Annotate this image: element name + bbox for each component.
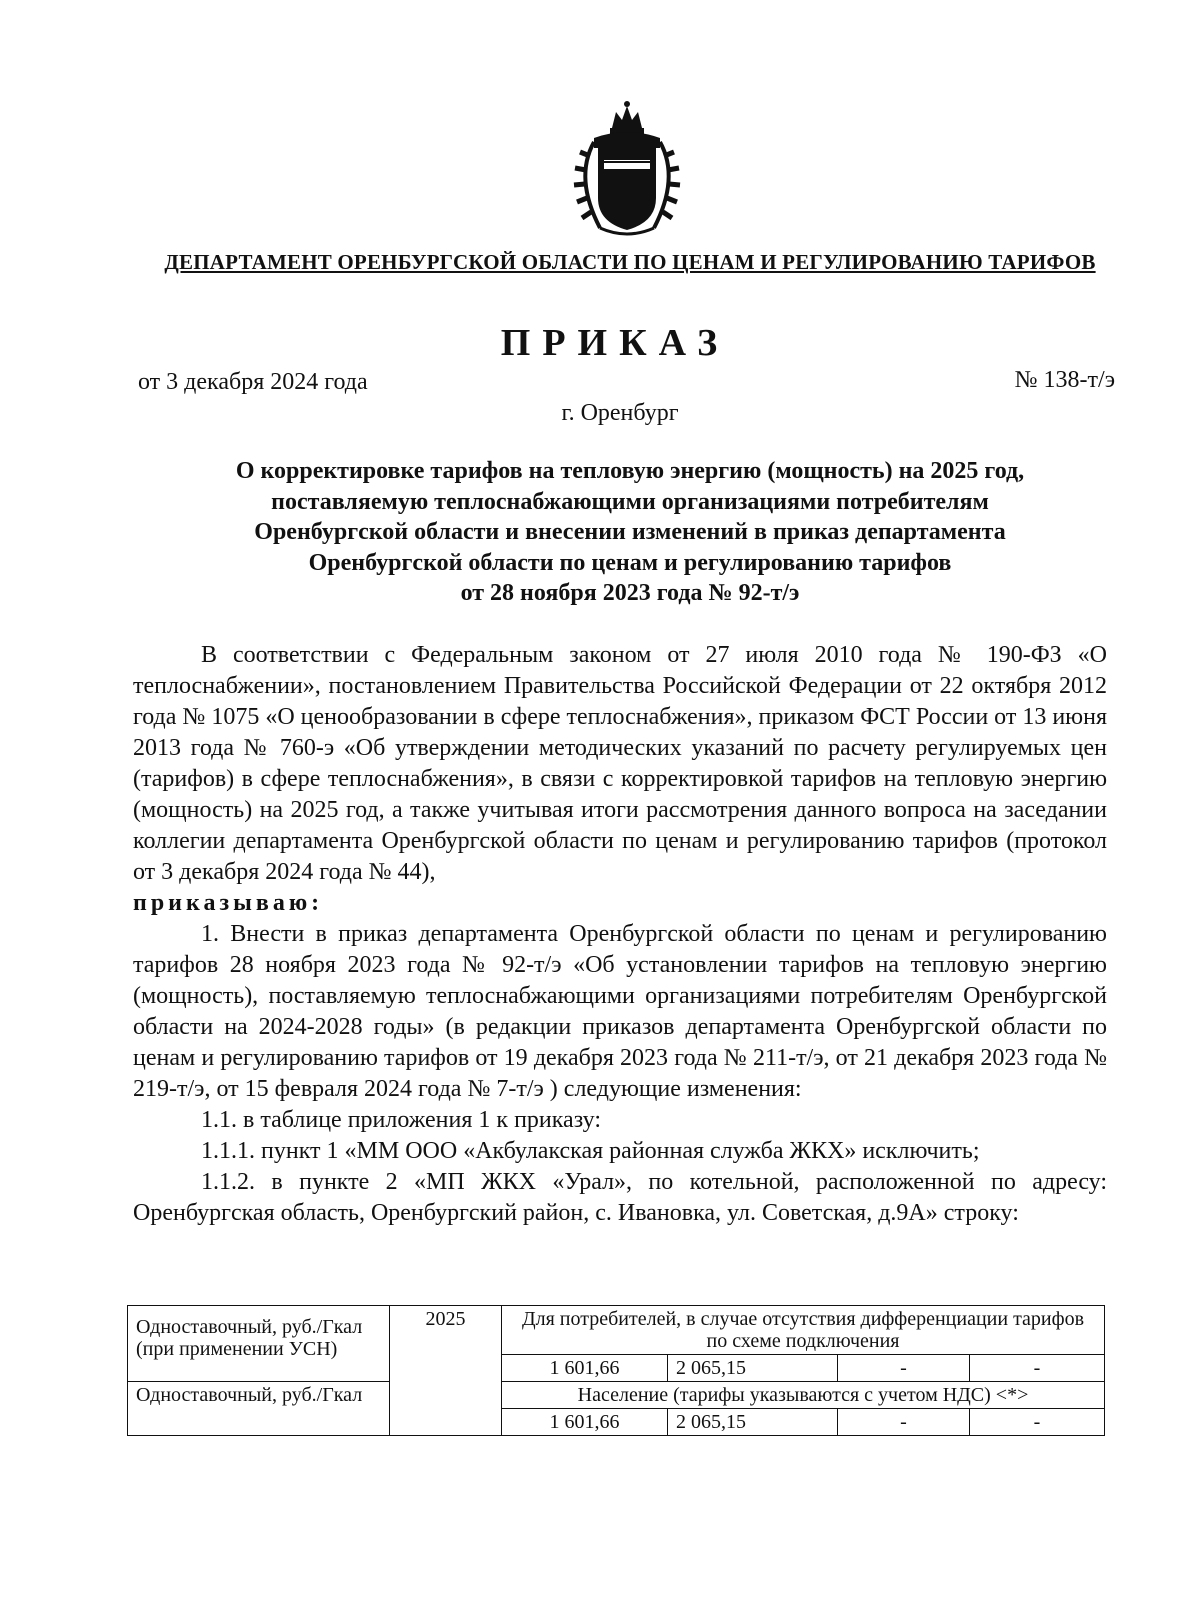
table-cell-value: - — [970, 1409, 1105, 1436]
table-cell-value: - — [838, 1355, 970, 1382]
item-1-1-1-paragraph: 1.1.1. пункт 1 «ММ ООО «Акбулакская районная служба ЖКХ» исключить; — [201, 1138, 980, 1164]
table-row — [128, 1306, 1105, 1355]
document-type: ПРИКАЗ — [500, 322, 730, 364]
table-row — [128, 1382, 1105, 1409]
table-cell-value: - — [970, 1355, 1105, 1382]
table-cell-label: Одноставочный, руб./Гкал — [128, 1382, 390, 1436]
title-line: О корректировке тарифов на тепловую энергию (мощность) на 2025 год, — [235, 458, 1025, 484]
order-title — [150, 456, 1110, 609]
order-number: № 138-т/э — [1014, 367, 1115, 393]
order-city: г. Оренбург — [561, 400, 679, 426]
table-cell-value: 2 065,15 — [668, 1355, 838, 1382]
order-date: от 3 декабря 2024 года — [138, 369, 368, 395]
table-group-header: Население (тарифы указываются с учетом НДС) <*> — [502, 1382, 1105, 1409]
department-name: ДЕПАРТАМЕНТ ОРЕНБУРГСКОЙ ОБЛАСТИ ПО ЦЕНАМ И РЕГУЛИРОВАНИЮ ТАРИФОВ — [164, 250, 1096, 274]
item-1-1-2-paragraph: 1.1.2. в пункте 2 «МП ЖКХ «Урал», по котельной, расположенной по адресу: Оренбургская область, Оренбургский район, с. Ивановка, ул. Советская, д.9А» строку: — [133, 1169, 1107, 1226]
table-cell-value: 2 065,15 — [668, 1409, 838, 1436]
coat-of-arms-emblem — [560, 98, 694, 238]
table-cell-value: - — [838, 1409, 970, 1436]
table-cell-label: Одноставочный, руб./Гкал (при применении УСН) — [128, 1306, 390, 1382]
item-1-1-paragraph: 1.1. в таблице приложения 1 к приказу: — [201, 1107, 602, 1133]
title-line: от 28 ноября 2023 года № 92-т/э — [460, 580, 800, 606]
tariff-table — [127, 1305, 1105, 1436]
preamble-paragraph: В соответствии с Федеральным законом от 27 июля 2010 года № 190-ФЗ «О теплоснабжении», постановлением Правительства Российской Федерации от 22 октября 2012 года № 1075 «О ценообразовании в сфере теплоснабжения», приказом ФСТ России от 13 июня 2013 года № 760-э «Об утверждении методических указаний по расчету регулируемых цен (тарифов) в сфере теплоснабжения», в связи с корректировкой тарифов на тепловую энергию (мощность) на 2025 год, а также учитывая итоги рассмотрения данного вопроса на заседании коллегии департамента Оренбургской области по ценам и регулированию тарифов (протокол от 3 декабря 2024 года № 44), — [133, 642, 1107, 885]
title-line: Оренбургской области и внесении изменений в приказ департамента — [254, 519, 1006, 545]
order-body — [133, 640, 1107, 1229]
item-1-paragraph: 1. Внести в приказ департамента Оренбургской области по ценам и регулированию тарифов 28 ноября 2023 года № 92-т/э «Об установлении тарифов на тепловую энергию (мощность), поставляемую теплоснабжающими организациями потребителям Оренбургской области на 2024-2028 годы» (в редакции приказов департамента Оренбургской области по ценам и регулированию тарифов от 19 декабря 2023 года № 211-т/э, от 21 декабря 2023 года № 219-т/э, от 15 февраля 2024 года № 7-т/э ) следующие изменения: — [133, 921, 1107, 1102]
title-line: поставляемую теплоснабжающими организациями потребителям — [271, 488, 989, 515]
table-cell-value: 1 601,66 — [502, 1409, 668, 1436]
table-group-header: Для потребителей, в случае отсутствия дифференциации тарифов по схеме подключения — [502, 1306, 1105, 1355]
order-word: приказываю: — [133, 890, 324, 916]
table-cell-value: 1 601,66 — [502, 1355, 668, 1382]
table-cell-year: 2025 — [390, 1306, 502, 1436]
title-line: Оренбургской области по ценам и регулированию тарифов — [308, 549, 952, 576]
